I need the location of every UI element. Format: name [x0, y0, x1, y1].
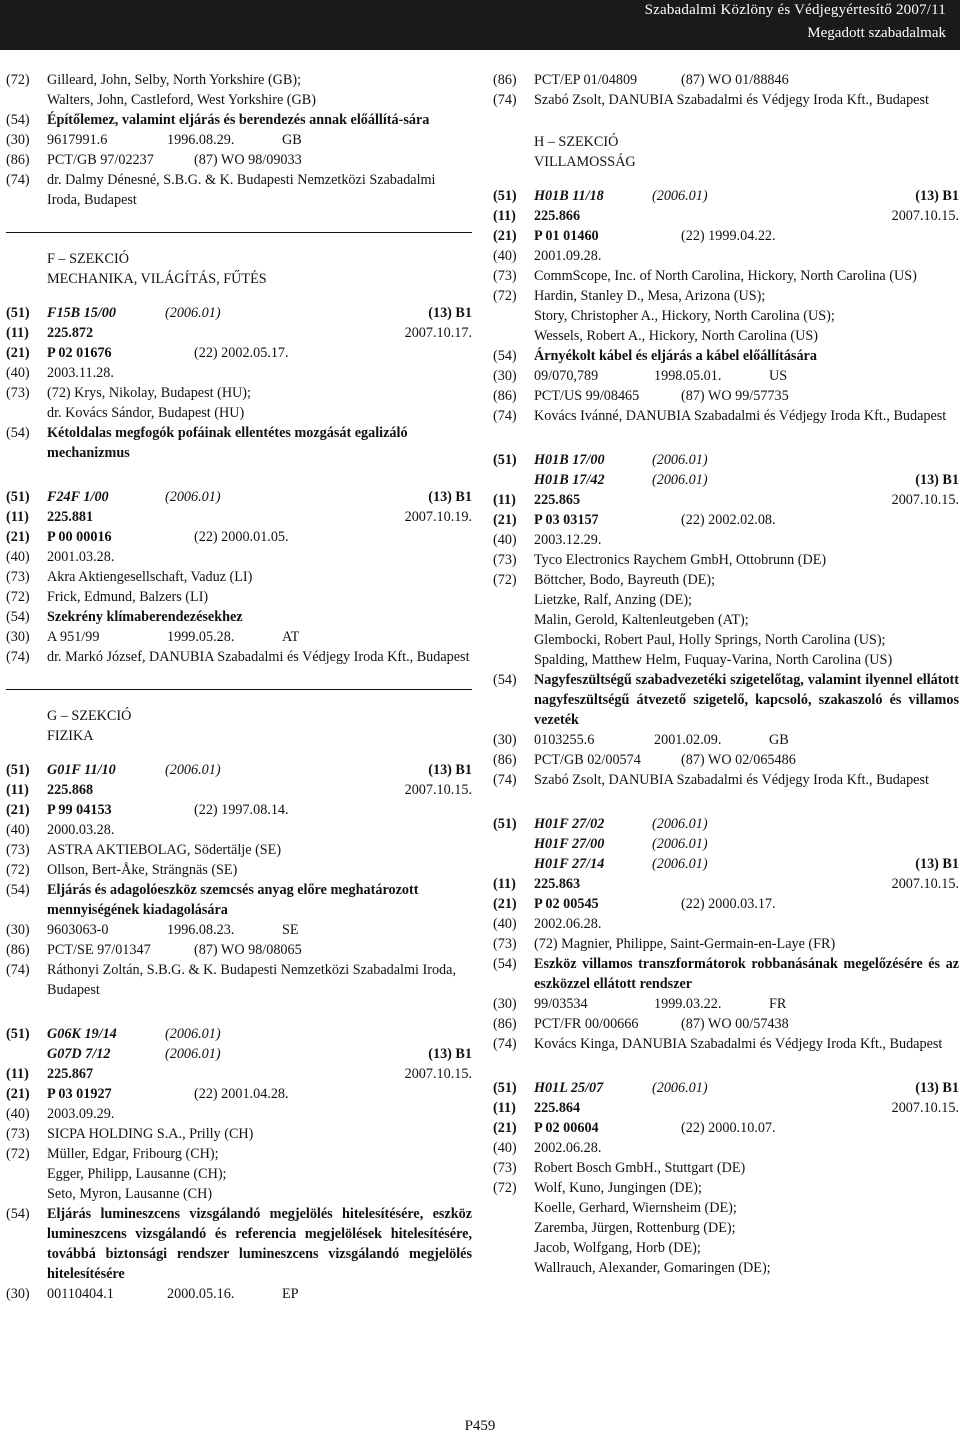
section-heading: G – SZEKCIÓ FIZIKA: [47, 708, 132, 744]
patent-entry: (51) G06K 19/14 (2006.01) G07D 7/12 (2006.01) (13) B1 (11) 225.867 2007.10.15. (21) P 03 01927 (22) 2001.04.28. (40) 2003.09.29. (73) SICPA HOLDING S.A., Prilly (CH) (72) Müller, Edgar, Fribourg (CH); Egger, Philipp, Lausanne (CH); Seto, Myron, Lausanne (CH) (54) Eljárás lumineszcens vizsgálandó megjelölés hitelesítésére, eszköz lumineszcens vizsgálandó és referencia megjelölések hitelesítésére, továbbá biztonsági rendszer lumineszcens vizsgálandó megjelölés hitelesítésére (30) 00110404.1 2000.05.16. EP: [6, 1026, 472, 1302]
patent-entry: (72) Gilleard, John, Selby, North Yorkshire (GB); Walters, John, Castleford, West Yorkshire (GB) (54) Építőlemez, valamint eljárás és berendezés annak előállítá-sára (30) 9617991.6 1996.08.29. GB (86) PCT/GB 97/02237 (87) WO 98/09033 (74) dr. Dalmy Dénesné, S.B.G. & K. Budapesti Nemzetközi Szabadalmi Iroda, Budapest: [6, 70, 472, 210]
patent-entry: (51) H01B 17/00 (2006.01) H01B 17/42 (2006.01) (13) B1 (11) 225.865 2007.10.15. (21) P 03 03157 (22) 2002.02.08. (40) 2003.12.29. (73) Tyco Electronics Raychem GmbH, Ottobrunn (DE) (72) Böttcher, Bodo, Bayreuth (DE); Lietzke, Ralf, Anzing (DE); Malin, Gerold, Kaltenleutgeben (AT); Glembocki, Robert Paul, Holly Springs, North Carolina (US); Spalding, Matthew Helm, Fuquay-Varina, North Carolina (US) (54) Nagyfeszültségű szabadvezetéki szigetelőtag, valamint ilyennel ellátott nagyfeszültségű átvezető szigetelő, kapcsoló, szakaszoló és villamos vezeték (30) 0103255.6 2001.02.09. GB (86) PCT/GB 02/00574 (87) WO 02/065486 (74) Szabó Zsolt, DANUBIA Szabadalmi és Védjegy Iroda Kft., Budapest: [493, 452, 959, 788]
page-header: [0, 0, 960, 50]
patent-title: Építőlemez, valamint eljárás és berendezés annak előállítá-sára: [47, 112, 430, 128]
section-title: Megadott szabadalmak: [807, 25, 946, 41]
patent-title: Árnyékolt kábel és eljárás a kábel előállítására: [534, 348, 817, 364]
patent-title: Eljárás és adagolóeszköz szemcsés anyag előre meghatározott mennyiségének kiadagolására: [47, 882, 419, 918]
left-column: [6, 70, 472, 1304]
patent-title: Szekrény klímaberendezésekhez: [47, 609, 243, 625]
patent-entry: (51) F15B 15/00 (2006.01) (13) B1 (11) 225.872 2007.10.17. (21) P 02 01676 (22) 2002.05.17. (40) 2003.11.28. (73) (72) Krys, Nikolay, Budapest (HU); dr. Kovács Sándor, Budapest (HU) (54) Kétoldalas megfogók pofáinak ellentétes mozgását egalizáló mechanizmus: [6, 305, 472, 461]
patent-entry: (86) PCT/EP 01/04809 (87) WO 01/88846 (74) Szabó Zsolt, DANUBIA Szabadalmi és Védjegy Iroda Kft., Budapest: [493, 72, 929, 108]
patent-title: Eljárás lumineszcens vizsgálandó megjelölés hitelesítésére, eszköz lumineszcens vizsgálandó és referencia megjelölések hitelesítésére, továbbá biztonsági rendszer lumineszcens vizsgálandó megjelölés hitelesítésére: [47, 1206, 472, 1282]
page-number: P459: [464, 1418, 496, 1434]
right-column: [493, 70, 959, 1278]
patent-title: Kétoldalas megfogók pofáinak ellentétes mozgását egalizáló mechanizmus: [47, 425, 408, 461]
section-heading: H – SZEKCIÓ VILLAMOSSÁG: [534, 134, 636, 170]
patent-title: Eszköz villamos transzformátorok robbanásának megelőzésére és az eszközzel ellátott rendszer: [534, 956, 959, 992]
section-heading: F – SZEKCIÓ MECHANIKA, VILÁGÍTÁS, FŰTÉS: [47, 251, 267, 287]
patent-entry: (51) H01B 11/18 (2006.01) (13) B1 (11) 225.866 2007.10.15. (21) P 01 01460 (22) 1999.04.22. (40) 2001.09.28. (73) CommScope, Inc. of North Carolina, Hickory, North Carolina (US) (72) Hardin, Stanley D., Mesa, Arizona (US); Story, Christopher A., Hickory, North Carolina (US); Wessels, Robert A., Hickory, North Carolina (US) (54) Árnyékolt kábel és eljárás a kábel előállítására (30) 09/070,789 1998.05.01. US (86) PCT/US 99/08465 (87) WO 99/57735 (74) Kovács Ivánné, DANUBIA Szabadalmi és Védjegy Iroda Kft., Budapest: [493, 188, 959, 424]
patent-entry: (51) H01F 27/02 (2006.01) H01F 27/00 (2006.01) H01F 27/14 (2006.01) (13) B1 (11) 225.863 2007.10.15. (21) P 02 00545 (22) 2000.03.17. (40) 2002.06.28. (73) (72) Magnier, Philippe, Saint-Germain-en-Laye (FR) (54) Eszköz villamos transzformátorok robbanásának megelőzésére és az eszközzel ellátott rendszer (30) 99/03534 1999.03.22. FR (86) PCT/FR 00/00666 (87) WO 00/57438 (74) Kovács Kinga, DANUBIA Szabadalmi és Védjegy Iroda Kft., Budapest: [493, 816, 959, 1052]
patent-entry: (51) H01L 25/07 (2006.01) (13) B1 (11) 225.864 2007.10.15. (21) P 02 00604 (22) 2000.10.07. (40) 2002.06.28. (73) Robert Bosch GmbH., Stuttgart (DE) (72) Wolf, Kuno, Jungingen (DE); Koelle, Gerhard, Wiernsheim (DE); Zaremba, Jürgen, Rottenburg (DE); Jacob, Wolfgang, Horb (DE); Wallrauch, Alexander, Gomaringen (DE);: [493, 1080, 959, 1276]
patent-entry: (51) F24F 1/00 (2006.01) (13) B1 (11) 225.881 2007.10.19. (21) P 00 00016 (22) 2000.01.05. (40) 2001.03.28. (73) Akra Aktiengesellschaft, Vaduz (LI) (72) Frick, Edmund, Balzers (LI) (54) Szekrény klímaberendezésekhez (30) A 951/99 1999.05.28. AT (74) dr. Markó József, DANUBIA Szabadalmi és Védjegy Iroda Kft., Budapest: [6, 489, 472, 665]
journal-title: Szabadalmi Közlöny és Védjegyértesítő 2007/11: [644, 2, 946, 18]
patent-entry: (51) G01F 11/10 (2006.01) (13) B1 (11) 225.868 2007.10.15. (21) P 99 04153 (22) 1997.08.14. (40) 2000.03.28. (73) ASTRA AKTIEBOLAG, Södertälje (SE) (72) Ollson, Bert-Åke, Strängnäs (SE) (54) Eljárás és adagolóeszköz szemcsés anyag előre meghatározott mennyiségének kiadagolására (30) 9603063-0 1996.08.23. SE (86) PCT/SE 97/01347 (87) WO 98/08065 (74) Ráthonyi Zoltán, S.B.G. & K. Budapesti Nemzetközi Szabadalmi Iroda, Budapest: [6, 762, 472, 998]
patent-title: Nagyfeszültségű szabadvezetéki szigetelőtag, valamint ilyennel ellátott nagyfeszültségű átvezető szigetelő, kapcsoló, szakaszoló és villamos vezeték: [534, 672, 959, 728]
